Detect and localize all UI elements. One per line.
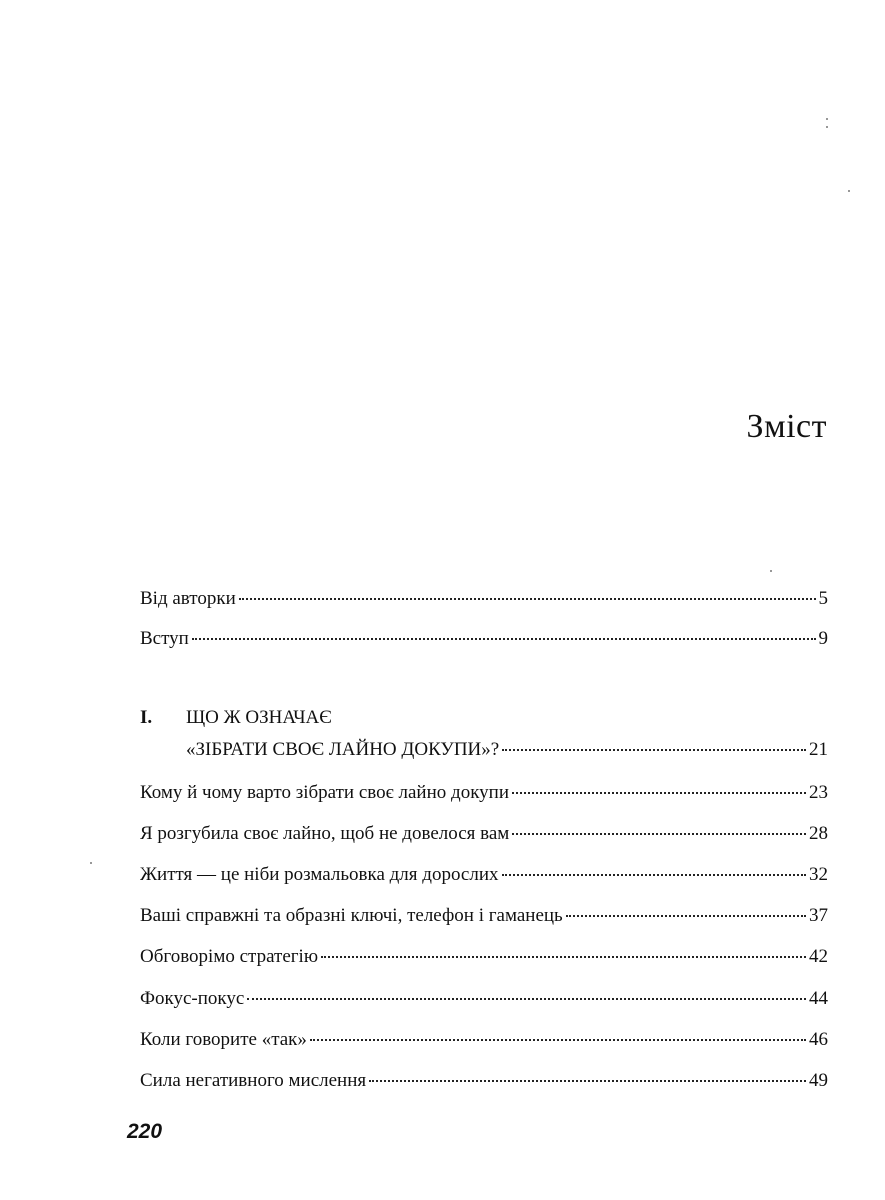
- part-title-line2: «ЗІБРАТИ СВОЄ ЛАЙНО ДОКУПИ»?: [186, 739, 500, 760]
- toc-entry-label: Коли говорите «так»: [140, 1029, 307, 1050]
- toc-entry-page: 32: [809, 864, 828, 885]
- dot-leader: [321, 956, 806, 958]
- scan-speck: [770, 570, 772, 572]
- toc-entry-page: 46: [809, 1029, 828, 1050]
- toc-part-heading[interactable]: [140, 706, 828, 766]
- page-title: Зміст: [746, 408, 827, 445]
- toc-entry-label: Обговорімо стратегію: [140, 946, 319, 967]
- toc-entry[interactable]: [140, 781, 828, 805]
- scan-speck: [90, 862, 92, 864]
- toc-entry-label: Ваші справжні та образні ключі, телефон і гаманець: [140, 905, 563, 926]
- toc-entry[interactable]: [140, 1028, 828, 1052]
- toc-entry-page: 42: [809, 946, 828, 967]
- scan-speck: [826, 118, 828, 120]
- toc-entry-label: Кому й чому варто зібрати своє лайно докупи: [140, 782, 509, 803]
- toc-entry-label: Фокус-покус: [140, 988, 245, 1009]
- part-page: 21: [809, 739, 828, 760]
- toc-entry[interactable]: [140, 904, 828, 928]
- dot-leader: [512, 792, 806, 794]
- toc-entry-label: Вступ: [140, 628, 189, 649]
- scan-speck: [826, 126, 828, 128]
- dot-leader: [239, 598, 816, 600]
- dot-leader: [502, 874, 806, 876]
- scan-speck: [848, 190, 850, 192]
- toc-entry[interactable]: [140, 822, 828, 846]
- toc-entry-label: Життя — це ніби розмальовка для дорослих: [140, 864, 499, 885]
- toc-entry[interactable]: [140, 1069, 828, 1093]
- dot-leader: [369, 1080, 806, 1082]
- toc-entry-page: 9: [818, 628, 828, 649]
- toc-entry[interactable]: [140, 945, 828, 969]
- toc-entry-label: Я розгубила своє лайно, щоб не довелося вам: [140, 823, 510, 844]
- dot-leader: [247, 998, 806, 1000]
- page-number: 220: [127, 1120, 163, 1143]
- part-number: I.: [140, 707, 153, 728]
- toc-entry-label: Сила негативного мислення: [140, 1070, 367, 1091]
- toc-entry-page: 5: [818, 588, 828, 609]
- dot-leader: [566, 915, 806, 917]
- part-title-line1: ЩО Ж ОЗНАЧАЄ: [186, 707, 332, 728]
- dot-leader: [310, 1039, 806, 1041]
- toc-entry-page: 37: [809, 905, 828, 926]
- toc-entry-label: Від авторки: [140, 588, 236, 609]
- toc-entry-from-author[interactable]: [140, 587, 828, 611]
- dot-leader: [512, 833, 806, 835]
- toc-entry[interactable]: [140, 863, 828, 887]
- part-title-line2-row: [186, 738, 828, 762]
- toc-entry-page: 23: [809, 782, 828, 803]
- toc-entry-page: 28: [809, 823, 828, 844]
- toc-entry[interactable]: [140, 987, 828, 1011]
- dot-leader: [502, 749, 806, 751]
- toc-entry-page: 49: [809, 1070, 828, 1091]
- toc-entry-introduction[interactable]: [140, 627, 828, 651]
- dot-leader: [192, 638, 816, 640]
- toc-entry-page: 44: [809, 988, 828, 1009]
